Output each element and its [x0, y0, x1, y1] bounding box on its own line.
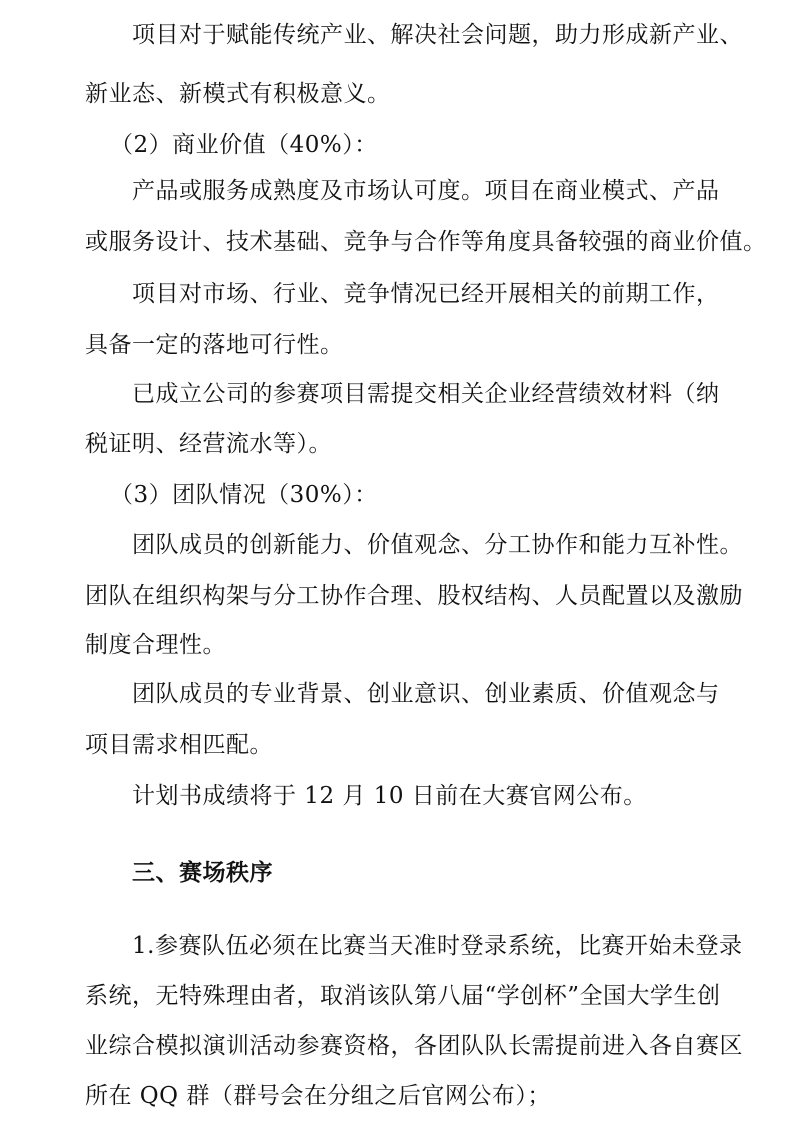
text-line-21: 所在 QQ 群（群号会在分组之后官网公布）；	[85, 1083, 551, 1109]
text-line-20: 业综合模拟演训活动参赛资格，各团队队长需提前进入各自赛区	[85, 1033, 743, 1059]
text-line-8: 已成立公司的参赛项目需提交相关企业经营绩效材料（纳	[132, 381, 720, 407]
text-line-4: 产品或服务成熟度及市场认可度。项目在商业模式、产品	[132, 178, 720, 204]
text-line-14: 团队成员的专业背景、创业意识、创业素质、价值观念与	[132, 681, 720, 707]
section-heading-commercial-value: （2）商业价值（40%）：	[110, 132, 378, 158]
text-line-16: 计划书成绩将于 12 月 10 日前在大赛官网公布。	[132, 783, 647, 809]
section-heading-venue-order: 三、赛场秩序	[132, 860, 273, 886]
text-line-9: 税证明、经营流水等）。	[85, 431, 332, 457]
text-line-2: 新业态、新模式有积极意义。	[85, 81, 391, 107]
text-line-11: 团队成员的创新能力、价值观念、分工协作和能力互补性。	[132, 532, 743, 558]
text-line-5: 或服务设计、技术基础、竞争与合作等角度具备较强的商业价值。	[85, 229, 767, 255]
text-line-18: 1.参赛队伍必须在比赛当天准时登录系统，比赛开始未登录	[132, 933, 743, 959]
text-line-12: 团队在组织构架与分工协作合理、股权结构、人员配置以及激励	[85, 583, 743, 609]
text-line-6: 项目对市场、行业、竞争情况已经开展相关的前期工作，	[132, 281, 720, 307]
section-heading-team: （3）团队情况（30%）：	[110, 482, 378, 508]
text-line-15: 项目需求相匹配。	[85, 732, 273, 758]
text-line-7: 具备一定的落地可行性。	[85, 332, 344, 358]
text-line-19: 系统，无特殊理由者，取消该队第八届“学创杯”全国大学生创	[85, 983, 721, 1009]
text-line-13: 制度合理性。	[85, 632, 226, 658]
text-line-1: 项目对于赋能传统产业、解决社会问题，助力形成新产业、	[132, 22, 743, 48]
